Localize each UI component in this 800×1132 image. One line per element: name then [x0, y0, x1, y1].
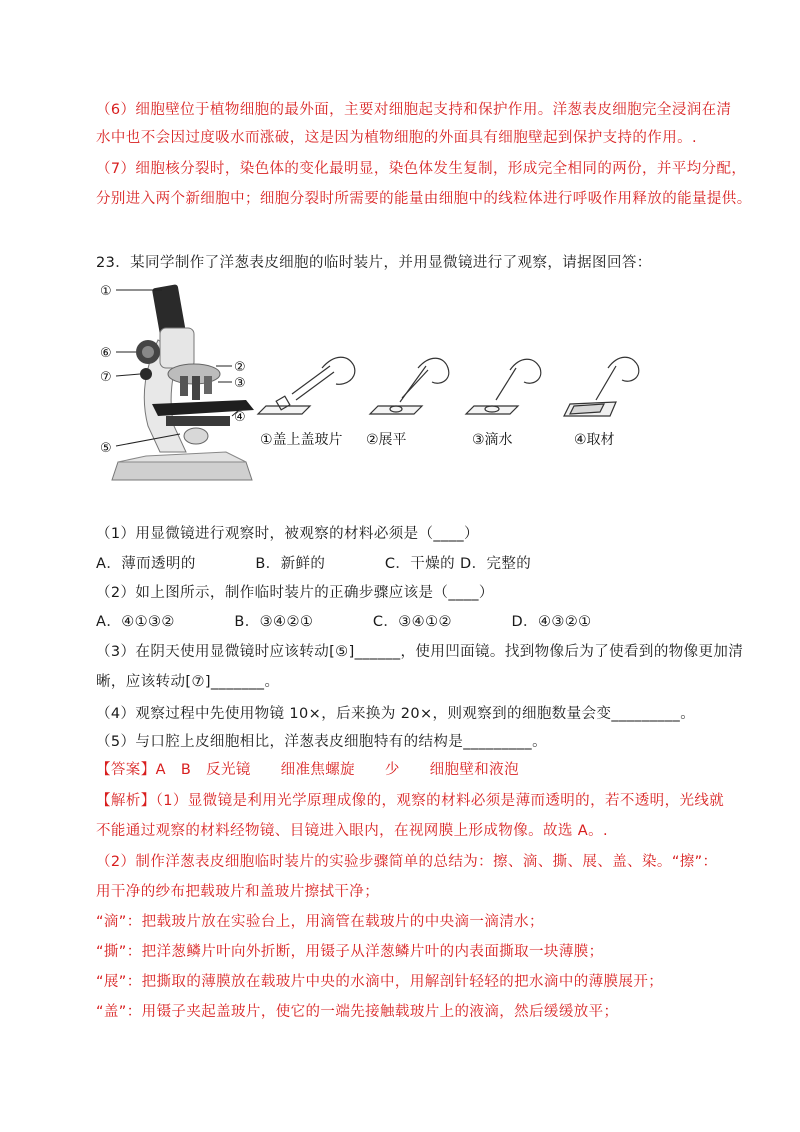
step3-illustration [466, 359, 541, 414]
step-label-drip: ③滴水 [472, 432, 513, 448]
analysis-p2-line-1: （2）制作洋葱表皮细胞临时装片的实验步骤简单的总结为：擦、滴、撕、展、盖、染。“擦”： [96, 854, 718, 870]
label-2: ② [234, 360, 246, 375]
q1-text: （1）用显微镜进行观察时，被观察的材料必须是（____） [96, 526, 479, 542]
answer-6-line-2: 水中也不会因过度吸水而涨破，这是因为植物细胞的外面具有细胞壁起到保护支持的作用。. [96, 130, 698, 146]
answer-6-line-1: （6）细胞壁位于植物细胞的最外面，主要对细胞起支持和保护作用。洋葱表皮细胞完全浸润在清 [96, 102, 732, 118]
microscope-illustration [112, 284, 254, 480]
label-3: ③ [234, 376, 246, 391]
step1-illustration [258, 357, 355, 414]
label-mirror: ⑤ [100, 441, 112, 456]
label-fine-knob: ⑦ [100, 370, 112, 385]
step2-illustration [370, 358, 449, 414]
figure-microscope-and-steps [96, 276, 670, 506]
analysis-step-drip: “滴”：把载玻片放在实验台上，用滴管在载玻片的中央滴一滴清水； [96, 914, 544, 930]
q1-options: A．薄而透明的 B．新鲜的 C．干燥的 D．完整的 [96, 556, 532, 572]
analysis-line-1 [96, 789, 724, 810]
q5-text: （5）与口腔上皮细胞相比，洋葱表皮细胞特有的结构是_________。 [96, 734, 547, 750]
answer-values: A B 反光镜 细准焦螺旋 少 细胞壁和液泡 [155, 762, 519, 778]
answer-line [96, 758, 519, 779]
answer-7-line-2: 分别进入两个新细胞中；细胞分裂时所需要的能量由细胞中的线粒体进行呼吸作用释放的能量提供。 [96, 191, 752, 207]
step-label-spread: ②展平 [366, 432, 407, 448]
step-label-take: ④取材 [574, 432, 615, 448]
q2-options: A．④①③② B．③④②① C．③④①② D．④③②① [96, 614, 592, 630]
step4-illustration [564, 357, 639, 416]
q3-line-1: （3）在阴天使用显微镜时应该转动[⑤]______，使用凹面镜。找到物像后为了使看到的物像更加清 [96, 644, 744, 660]
answer-tag: 【答案】 [96, 762, 156, 778]
analysis-step-tear: “撕”：把洋葱鳞片叶向外折断，用镊子从洋葱鳞片叶的内表面撕取一块薄膜； [96, 944, 604, 960]
analysis-p1-line-1: （1）显微镜是利用光学原理成像的，观察的材料必须是薄而透明的，若不透明，光线就 [155, 793, 725, 809]
analysis-step-cover: “盖”：用镊子夹起盖玻片，使它的一端先接触载玻片上的液滴，然后缓缓放平； [96, 1004, 619, 1020]
q2-text: （2）如上图所示，制作临时装片的正确步骤应该是（____） [96, 585, 494, 601]
label-coarse-knob: ⑥ [100, 346, 112, 361]
question-stem: 23．某同学制作了洋葱表皮细胞的临时装片，并用显微镜进行了观察，请据图回答： [96, 255, 652, 271]
label-4: ④ [234, 410, 246, 425]
step-illustrations [258, 357, 639, 416]
label-eyepiece: ① [100, 284, 112, 299]
q4-text: （4）观察过程中先使用物镜 10×，后来换为 20×，则观察到的细胞数量会变_________。 [96, 706, 696, 722]
analysis-step-spread: “展”：把撕取的薄膜放在载玻片中央的水滴中，用解剖针轻轻的把水滴中的薄膜展开； [96, 974, 664, 990]
analysis-tag: 【解析】 [96, 793, 156, 809]
step-label-cover: ①盖上盖玻片 [260, 432, 343, 448]
q3-line-2: 晰，应该转动[⑦]_______。 [96, 674, 280, 690]
answer-7-line-1: （7）细胞核分裂时，染色体的变化最明显，染色体发生复制，形成完全相同的两份，并平均分配， [96, 161, 747, 177]
analysis-p2-line-2: 用干净的纱布把载玻片和盖玻片擦拭干净； [96, 884, 380, 900]
analysis-p1-line-2: 不能通过观察的材料经物镜、目镜进入眼内，在视网膜上形成物像。故选 A。. [96, 823, 609, 839]
